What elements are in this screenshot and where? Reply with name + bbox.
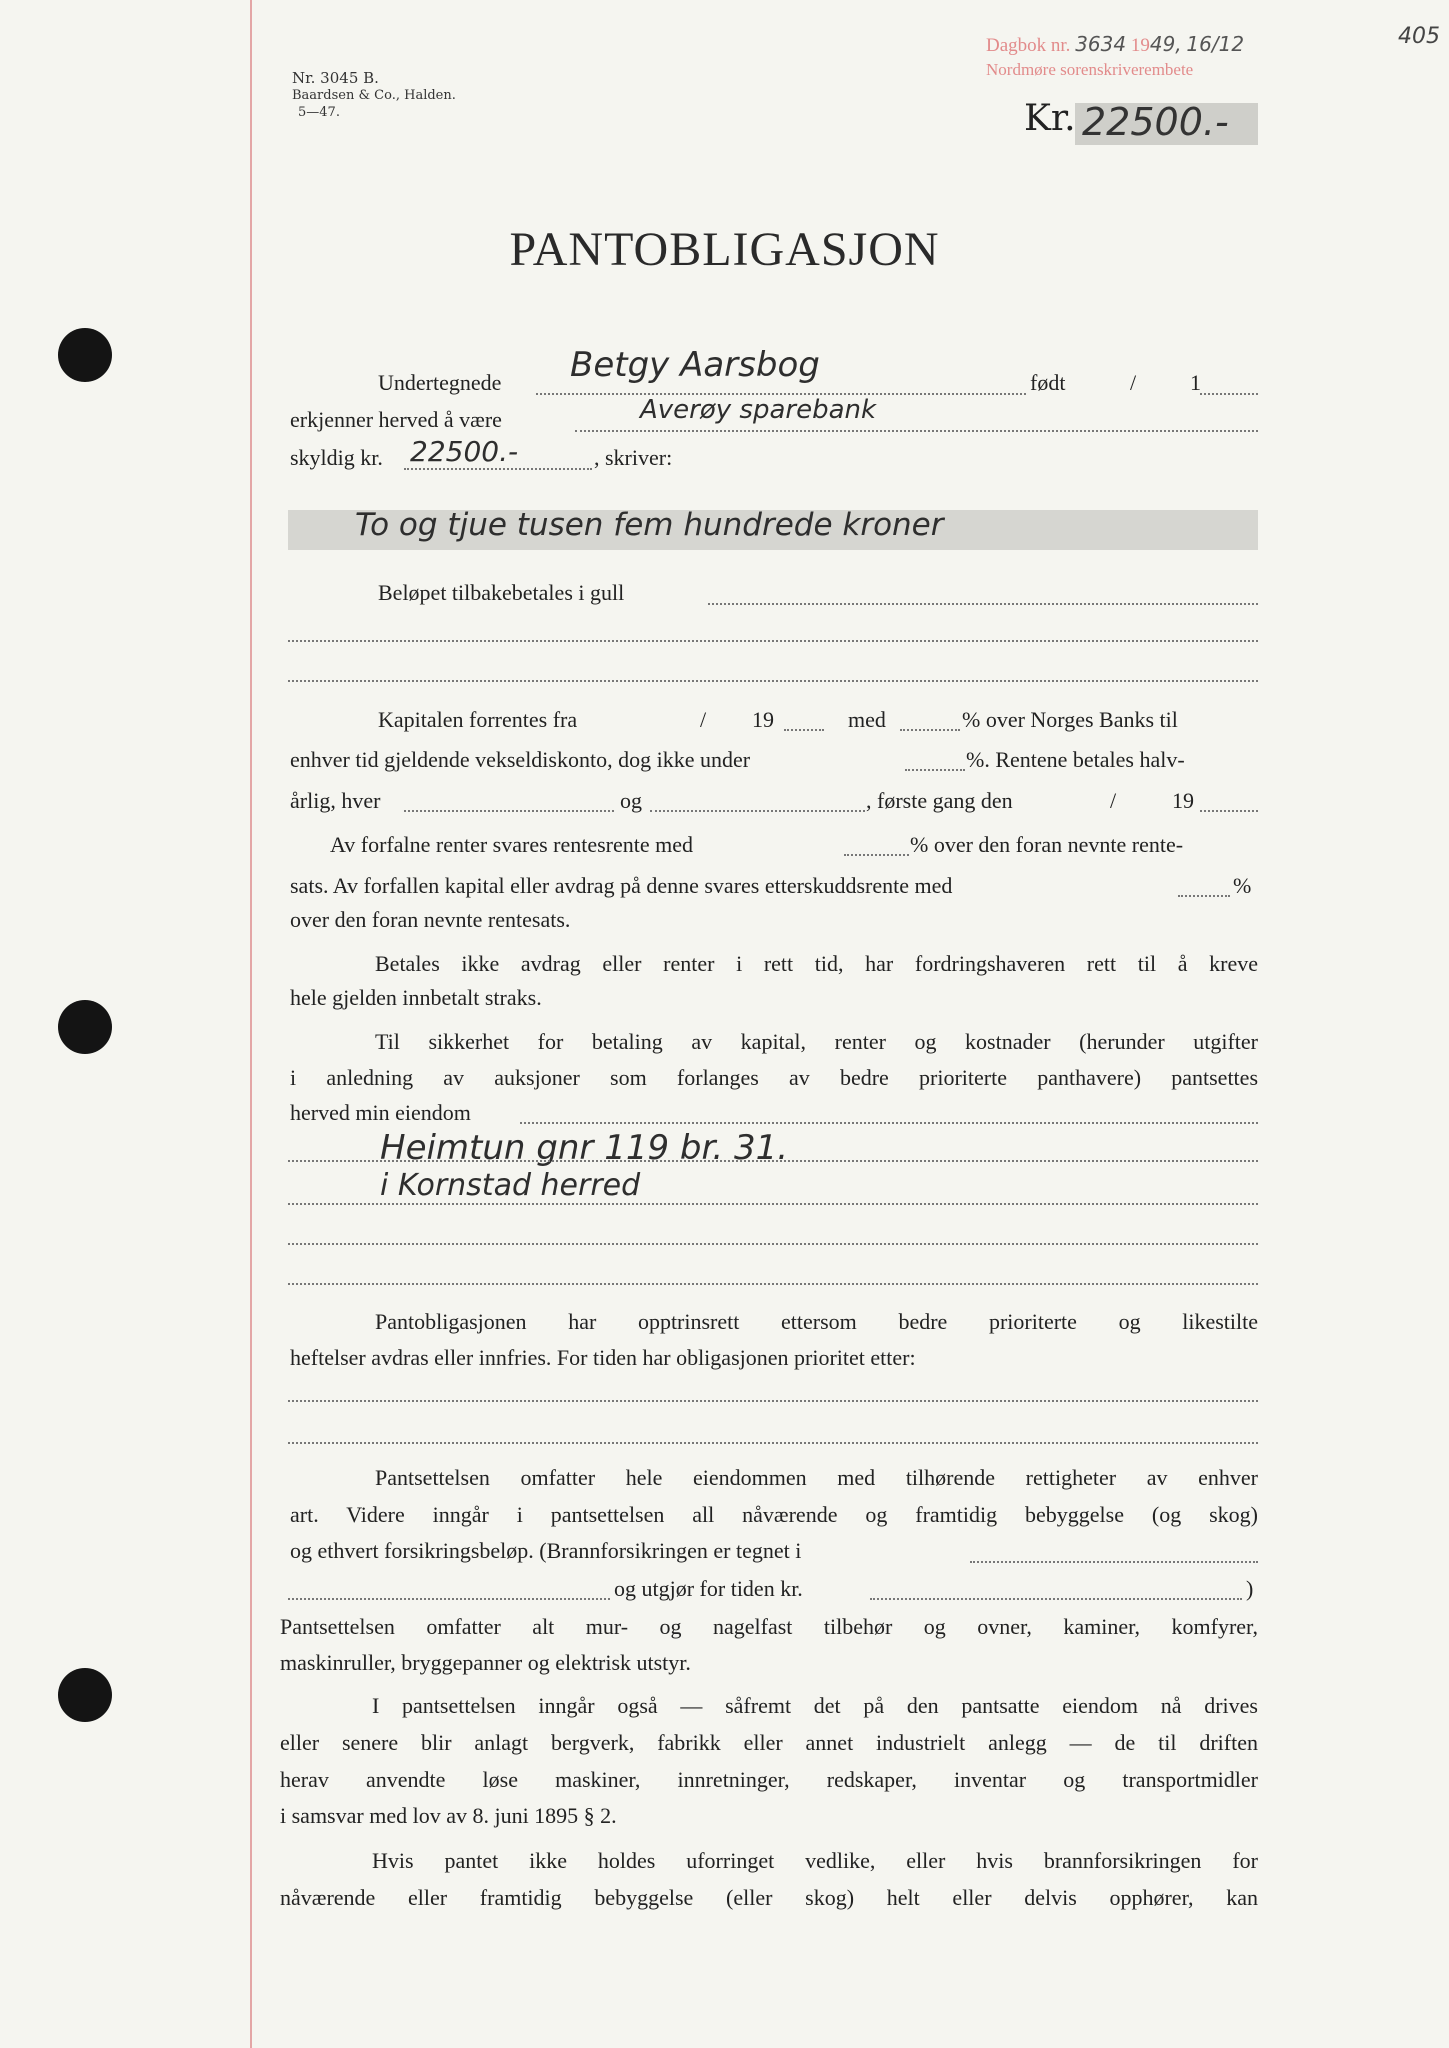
maintenance-clause-line: nåværende eller framtidig bebyggelse (eller skog) helt eller delvis opphører, kan: [280, 1885, 1258, 1910]
security-clause-line: i anledning av auksjoner som forlanges av bedre prioriterte panthavere) pantsettes: [290, 1065, 1258, 1090]
born-label: født: [1030, 370, 1066, 395]
interest-rate-label: med: [848, 707, 886, 732]
discount-label: enhver tid gjeldende vekseldiskonto, dog ikke under: [290, 747, 751, 772]
owed-amount: 22500.-: [410, 435, 519, 468]
punch-hole: [58, 1668, 112, 1722]
dotted-line: [575, 430, 1258, 432]
industrial-clause-line: i samsvar med lov av 8. juni 1895 § 2.: [280, 1803, 617, 1828]
industrial-clause-line: herav anvendte løse maskiner, innretninger, redskaper, inventar og transportmidler: [280, 1767, 1258, 1792]
dotted-line: [520, 1122, 1258, 1124]
born-date-year: 1: [1190, 370, 1201, 395]
maintenance-clause-line: Hvis pantet ikke holdes uforringet vedlike, eller hvis brannforsikringen for: [372, 1848, 1258, 1873]
dotted-line: [288, 1243, 1258, 1245]
stamp-year-prefix: 19: [1130, 35, 1150, 56]
undersigned-name: Betgy Aarsbog: [570, 345, 820, 385]
overdue-interest-tail: over den foran nevnte rentesats.: [290, 907, 571, 932]
semiannual-label: årlig, hver: [290, 788, 381, 813]
margin-line: [250, 0, 252, 2048]
overdue-interest-label: sats. Av forfallen kapital eller avdrag på denne svares etterskuddsrente med: [290, 873, 953, 898]
writes-label: , skriver:: [594, 445, 673, 470]
page-number: 405: [1398, 24, 1440, 49]
dotted-line: [288, 1400, 1258, 1402]
dotted-line: [288, 640, 1258, 642]
dotted-line: [708, 603, 1258, 605]
default-clause-line: Betales ikke avdrag eller renter i rett tid, har fordringshaveren rett til å kreve: [375, 951, 1258, 976]
stamp-date: 16/12: [1186, 32, 1245, 56]
insurance-amount-label: og utgjør for tiden kr.: [614, 1576, 803, 1601]
undersigned-label: Undertegnede: [378, 370, 502, 395]
printer-imprint: [292, 70, 456, 121]
dotted-line: [404, 810, 614, 812]
stamp-label: Dagbok nr.: [986, 35, 1071, 56]
creditor-name: Averøy sparebank: [640, 395, 877, 425]
dotted-line: [870, 1598, 1242, 1600]
acknowledge-label: erkjenner herved å være: [290, 407, 502, 432]
priority-clause-line: heftelser avdras eller innfries. For tiden har obligasjonen prioritet etter:: [290, 1345, 916, 1370]
first-time-separator: /: [1110, 788, 1117, 813]
dotted-line: [404, 468, 592, 470]
dotted-line: [970, 1561, 1258, 1563]
scope-clause-line: art. Videre inngår i pantsettelsen all nåværende og framtidig bebyggelse (og skog): [290, 1502, 1258, 1527]
dotted-line: [905, 769, 965, 771]
dotted-line: [288, 1203, 1258, 1205]
interest-from-label: Kapitalen forrentes fra: [378, 707, 578, 732]
gold-clause: Beløpet tilbakebetales i gull: [378, 580, 625, 605]
compound-interest-suffix: % over den foran nevnte rente-: [910, 832, 1184, 857]
scope-clause-line: Pantsettelsen omfatter alt mur- og nagelfast tilbehør og ovner, kaminer, komfyrer,: [280, 1614, 1258, 1639]
and-label: og: [620, 788, 642, 813]
document-title: PANTOBLIGASJON: [509, 223, 940, 276]
interest-payment-label: %. Rentene betales halv-: [966, 747, 1185, 772]
punch-hole: [58, 328, 112, 382]
interest-date-separator: /: [700, 707, 707, 732]
default-clause-line: hele gjelden innbetalt straks.: [290, 985, 542, 1010]
journal-number: 3634: [1075, 32, 1127, 56]
registry-stamp: [986, 32, 1244, 82]
security-clause-line: Til sikkerhet for betaling av kapital, renter og kostnader (herunder utgifter: [375, 1029, 1258, 1054]
amount-value: 22500.-: [1082, 100, 1229, 144]
dotted-line: [784, 729, 824, 731]
dotted-line: [288, 1160, 1258, 1162]
printer-name: Baardsen & Co., Halden.: [292, 88, 456, 103]
closing-parenthesis: ): [1246, 1576, 1254, 1601]
property-municipality: i Kornstad herred: [380, 1168, 641, 1203]
compound-interest-label: Av forfalne renter svares rentesrente med: [330, 832, 694, 857]
scope-clause-line: og ethvert forsikringsbeløp. (Brannforsikringen er tegnet i: [290, 1538, 802, 1563]
dotted-line: [288, 680, 1258, 682]
born-date-separator: /: [1130, 370, 1137, 395]
dotted-line: [1178, 895, 1230, 897]
overdue-interest-percent: %: [1233, 873, 1252, 898]
dotted-line: [288, 1442, 1258, 1444]
amount-in-words: To og tjue tusen fem hundrede kroner: [355, 507, 944, 543]
dotted-line: [844, 854, 909, 856]
form-number: Nr. 3045 B.: [292, 69, 379, 87]
dotted-line: [288, 1598, 610, 1600]
dotted-line: [900, 729, 960, 731]
first-time-year: 19: [1172, 788, 1194, 813]
first-time-label: , første gang den: [866, 788, 1013, 813]
stamp-year: 49,: [1149, 32, 1182, 56]
interest-year-prefix: 19: [752, 707, 774, 732]
scope-clause-line: maskinruller, bryggepanner og elektrisk utstyr.: [280, 1650, 691, 1675]
stamp-office: Nordmøre sorenskriverembete: [986, 60, 1194, 79]
interest-rate-suffix: % over Norges Banks til: [962, 707, 1178, 732]
amount-label: Kr.: [1024, 98, 1076, 139]
owed-label: skyldig kr.: [290, 445, 383, 470]
security-clause-line: herved min eiendom: [290, 1100, 471, 1125]
industrial-clause-line: I pantsettelsen inngår også — såfremt det på den pantsatte eiendom nå drives: [372, 1693, 1258, 1718]
punch-hole: [58, 1000, 112, 1054]
dotted-line: [1200, 810, 1258, 812]
dotted-line: [650, 810, 865, 812]
priority-clause-line: Pantobligasjonen har opptrinsrett ettersom bedre prioriterte og likestilte: [375, 1309, 1258, 1334]
dotted-line: [1200, 393, 1258, 395]
industrial-clause-line: eller senere blir anlagt bergverk, fabrikk eller annet industrielt anlegg — de til driften: [280, 1730, 1258, 1755]
dotted-line: [288, 1283, 1258, 1285]
print-date: 5—47.: [298, 105, 340, 120]
scope-clause-line: Pantsettelsen omfatter hele eiendommen med tilhørende rettigheter av enhver: [375, 1465, 1258, 1490]
property-description: Heimtun gnr 119 br. 31.: [380, 1128, 789, 1168]
